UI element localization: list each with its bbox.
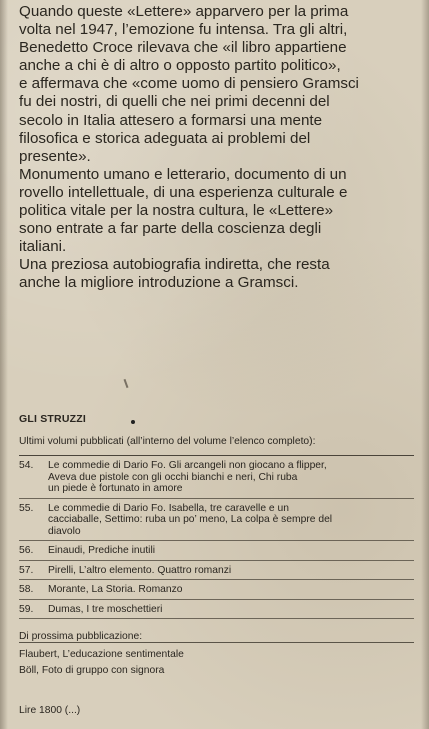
series-title: GLI STRUZZI xyxy=(19,413,86,425)
divider xyxy=(19,540,414,541)
blurb-line: e affermava che «come uomo di pensiero Gramsci xyxy=(19,75,359,93)
cover-right-edge xyxy=(421,0,429,729)
item-number: 57. xyxy=(19,564,34,576)
coming-soon-list xyxy=(19,647,184,679)
blurb-line: sono entrate a far parte della coscienza degli xyxy=(19,220,322,238)
item-number: 58. xyxy=(19,584,34,595)
item-line: Pirelli, L’altro elemento. Quattro romanzi xyxy=(48,564,232,576)
list-item xyxy=(19,460,414,495)
item-number: 56. xyxy=(19,545,34,556)
item-text xyxy=(48,545,414,557)
item-line: Einaudi, Prediche inutili xyxy=(48,545,156,556)
blurb-line: italiani. xyxy=(19,238,67,256)
item-number: 55. xyxy=(19,502,34,514)
item-line: Le commedie di Dario Fo. Isabella, tre caravelle e un xyxy=(48,502,289,514)
cover-left-edge xyxy=(0,0,8,729)
divider xyxy=(19,498,414,499)
item-number: 54. xyxy=(19,460,34,471)
item-text xyxy=(48,565,414,577)
divider xyxy=(19,455,414,456)
item-text xyxy=(48,460,414,495)
divider xyxy=(19,642,414,643)
item-line: Morante, La Storia. Romanzo xyxy=(48,584,183,595)
divider xyxy=(19,599,414,600)
price-label: Lire 1800 (...) xyxy=(19,705,81,716)
coming-soon-title: Di prossima pubblicazione: xyxy=(19,631,143,642)
item-line: cacciaballe, Settimo: ruba un po’ meno, La colpa è sempre del xyxy=(48,514,333,525)
blurb-line: Monumento umano e letterario, documento di un xyxy=(19,165,347,183)
item-text xyxy=(48,584,414,596)
item-line: Aveva due pistole con gli occhi bianchi e neri, Chi ruba xyxy=(48,471,298,483)
ink-mark xyxy=(124,379,129,388)
item-line: diavolo xyxy=(48,525,81,537)
item-line: Dumas, I tre moschettieri xyxy=(48,603,163,615)
blurb-line: Benedetto Croce rilevava che «il libro appartiene xyxy=(19,39,347,57)
list-item xyxy=(19,604,414,616)
item-line: un piede è fortunato in amore xyxy=(48,483,183,494)
blurb-line: rovello intellettuale, di una esperienza culturale e xyxy=(19,183,348,201)
divider xyxy=(19,618,414,619)
ink-dot xyxy=(131,420,135,424)
blurb-line: presente». xyxy=(19,147,91,165)
item-text xyxy=(48,604,414,616)
item-text xyxy=(48,503,414,538)
coming-item: Flaubert, L’educazione sentimentale xyxy=(19,649,184,660)
blurb-line: Quando queste «Lettere» apparvero per la prima xyxy=(19,3,349,20)
list-item xyxy=(19,565,414,577)
list-item xyxy=(19,584,414,596)
back-cover-blurb xyxy=(19,3,411,293)
item-number: 59. xyxy=(19,603,34,615)
blurb-line: fu dei nostri, di quelli che nei primi decenni del xyxy=(19,93,330,111)
blurb-line: volta nel 1947, l’emozione fu intensa. Tra gli altri, xyxy=(19,21,348,39)
blurb-line: secolo in Italia attesero a formarsi una mente xyxy=(19,111,323,129)
blurb-line: anche a chi è di altro o opposto partito politico», xyxy=(19,57,341,75)
list-item xyxy=(19,503,414,538)
item-line: Le commedie di Dario Fo. Gli arcangeli non giocano a flipper, xyxy=(48,460,327,471)
series-intro: Ultimi volumi pubblicati (all’interno del volume l’elenco completo): xyxy=(19,436,316,447)
list-item xyxy=(19,545,414,557)
blurb-line: anche la migliore introduzione a Gramsci. xyxy=(19,274,299,292)
blurb-line: filosofica e storica adeguata ai problemi del xyxy=(19,129,311,147)
blurb-line: Una preziosa autobiografia indiretta, che resta xyxy=(19,256,330,274)
divider xyxy=(19,560,414,561)
divider xyxy=(19,579,414,580)
published-list xyxy=(19,460,414,623)
blurb-line: politica vitale per la nostra cultura, le «Lettere» xyxy=(19,202,334,220)
coming-item: Böll, Foto di gruppo con signora xyxy=(19,665,165,676)
